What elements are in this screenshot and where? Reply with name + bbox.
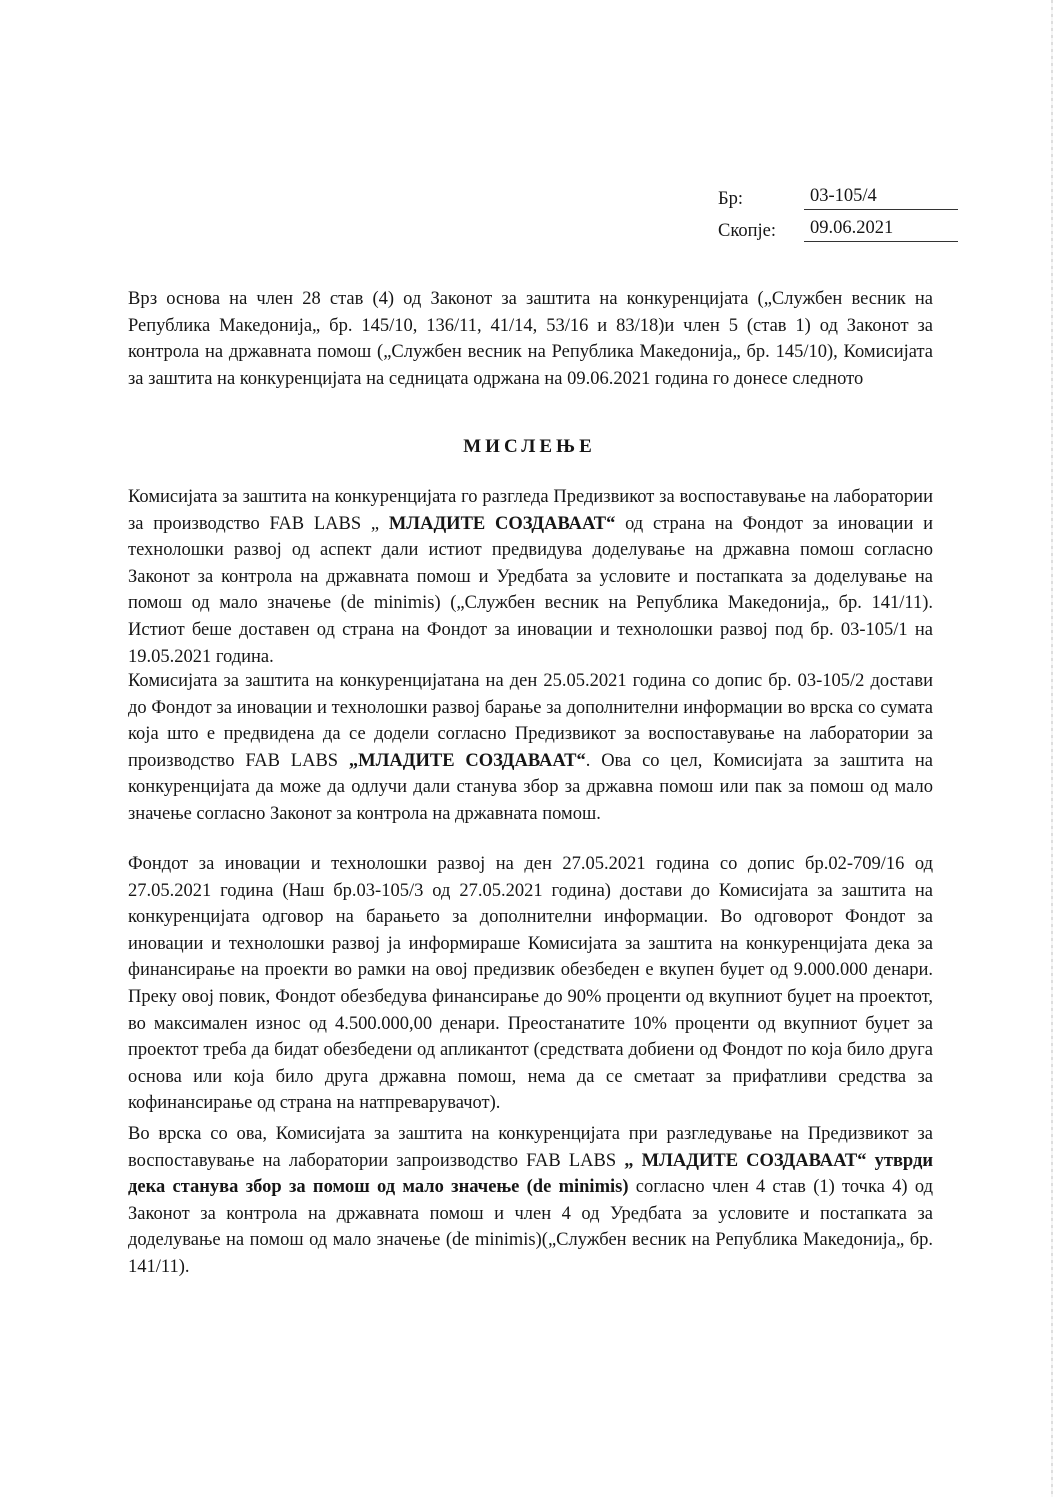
paragraph-request-bold: „МЛАДИТЕ СОЗДАВААТ“ (348, 750, 586, 771)
paragraph-conclusion-text-c: согласно член 4 став (1) точка 4) од Законот за контрола на државната помош и член 4 од Уредбата за условите и постапката за доделување на помош од мало значење (de minimis)(„Службен весник на Република Македонија„ бр. 141/11). (128, 1177, 933, 1277)
paragraph-conclusion (128, 1121, 933, 1281)
reference-date-value: 09.06.2021 (804, 218, 958, 242)
paragraph-conclusion-text-a: Во врска со ова, Комисијата за заштита на конкуренцијата при разгледување на Предизвикот за воспоставување на лаборатории запроизводство FAB LABS (128, 1124, 933, 1171)
paragraph-response: Фондот за иновации и технолошки развој на ден 27.05.2021 година со допис бр.02-709/16 од 27.05.2021 година (Наш бр.03-105/3 од 27.05.2021 година) достави до Комисијата за заштита на конкуренцијата одговор на барањето за дополнителни информации. Во одговорот Фондот за иновации и технолошки развој ја информираше Комисијата за заштита на конкуренцијата дека за финансирање на проекти во рамки на овој предизвик обезбеден е вкупен буџет од 9.000.000 денари. Преку овој повик, Фондот обезбедува финансирање до 90% проценти од вкупниот буџет на проектот, во максимален износ од 4.500.000,00 денари. Преостанатите 10% проценти од вкупниот буџет за проектот треба да бидат обезбедени од апликантот (средствата добиени од Фондот по која било друга основа или која било друга државна помош, нема да се сметаат за прифатливи средства за кофинансирање од страна на натпреварувачот). (128, 854, 933, 1114)
intro-paragraph: Врз основа на член 28 став (4) од Законот за заштита на конкуренцијата („Службен весник на Република Македонија„ бр. 145/10, 136/11, 41/14, 53/16 и 83/18)и член 5 (став 1) од Законот за контрола на државната помош („Службен весник на Република Македонија„ бр. 145/10), Комисијата за заштита на конкуренцијата на седницата одржана на 09.06.2021 година го донесе следното (128, 289, 933, 389)
paragraph-review-text-a: Комисијата за заштита на конкуренцијата го разгледа Предизвикот за воспоставување на лаборатории за производство FAB LABS „ (128, 487, 933, 534)
reference-number-label: Бр: (718, 189, 744, 209)
paragraph-review-text-c: од страна на Фондот за иновации и технолошки развој од аспект дали истиот предвидува доделување на државна помош согласно Законот за контрола на државната помош и Уредбата за условите и постапката за доделување на помош од мало значење (de minimis) („Службен весник на Република Македонија„ бр. 141/11). Истиот беше доставен од страна на Фондот за иновации и технолошки развој под бр. 03-105/1 на 19.05.2021 година. (128, 513, 933, 667)
reference-number-value: 03-105/4 (804, 186, 958, 210)
reference-number-row (718, 178, 958, 210)
paragraph-conclusion-bold: „ МЛАДИТЕ СОЗДАВААТ“ утврди дека станува збор за помош од мало значење (de minimis) (128, 1150, 933, 1198)
paragraph-request (128, 668, 933, 828)
paragraph-review (128, 484, 933, 670)
paragraph-request-text-c: . Ова со цел, Комисијата за заштита на конкуренцијата да може да одлучи дали станува збор за државна помош или пак за помош од мало значење согласно Законот за контрола на државната помош. (128, 750, 934, 824)
document-title: МИСЛЕЊЕ (463, 436, 596, 457)
reference-block (718, 178, 958, 242)
scan-edge (1051, 0, 1053, 1497)
paragraph-request-text-a: Комисијата за заштита на конкуренцијатана на ден 25.05.2021 година со допис бр. 03-105/2 достави до Фондот за иновации и технолошки развој барање за дополнителни информации во врска со сумата која што е предвидена да се додели согласно Предизвикот за воспоставување на лаборатории за производство FAB LABS (128, 671, 933, 771)
reference-city-label: Скопје: (718, 221, 777, 241)
reference-date-row (718, 210, 958, 242)
paragraph-review-bold: МЛАДИТЕ СОЗДАВААТ“ (388, 513, 616, 534)
